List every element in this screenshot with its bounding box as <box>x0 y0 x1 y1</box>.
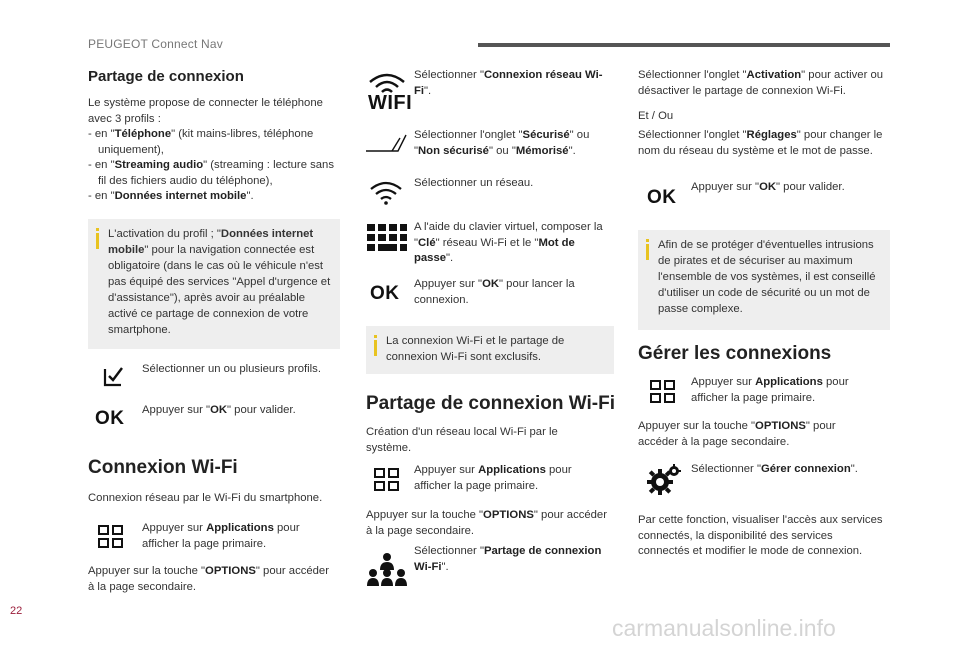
step-manage-connection: Sélectionner "Gérer connexion". <box>691 463 858 475</box>
section-title-hotspot: Partage de connexion Wi-Fi <box>366 393 615 414</box>
step-options: Appuyer sur la touche "OPTIONS" pour accéder à la page secondaire. <box>638 420 836 448</box>
ok-icon: OK <box>370 283 400 304</box>
info-icon-bar <box>96 233 99 249</box>
sharing-intro <box>88 96 343 205</box>
info-box-profile <box>88 219 340 349</box>
step-applications: Appuyer sur Applications pour afficher la page primaire. <box>691 376 849 404</box>
watermark: carmanualsonline.info <box>612 615 836 641</box>
step-options: Appuyer sur la touche "OPTIONS" pour accéder à la page secondaire. <box>88 565 329 593</box>
info-box-text: L'activation du profil ; "Données internet mobile" pour la navigation connectée est obligatoire (dans le cas où le véhicule n'est pas équipé des services "Appel d'urgence et d'assistance"), après avoir au préalable activé ce partage de connexion de votre smartphone. <box>108 228 331 336</box>
step-applications: Appuyer sur Applications pour afficher la page primaire. <box>414 464 572 492</box>
step-select-wifi-network: Sélectionner "Connexion réseau Wi-Fi". <box>414 69 603 97</box>
checkbox-select-icon <box>102 364 126 388</box>
step-enter-key: A l'aide du clavier virtuel, composer la "Clé" réseau Wi-Fi et le "Mot de passe". <box>414 221 603 264</box>
keyboard-icon <box>367 222 407 254</box>
wifi-logo-icon <box>366 72 413 114</box>
running-header: PEUGEOT Connect Nav <box>88 37 223 51</box>
applications-grid-icon <box>98 525 124 549</box>
wifi-intro: Connexion réseau par le Wi-Fi du smartphone. <box>88 492 323 504</box>
info-box-exclusive <box>366 326 614 374</box>
info-icon-dot <box>646 239 649 242</box>
header-rule <box>478 43 890 47</box>
page-number: 22 <box>10 605 23 617</box>
hotspot-intro: Création d'un réseau local Wi-Fi par le système. <box>366 426 558 454</box>
wifi-signal-icon <box>368 180 404 206</box>
ok-icon: OK <box>95 408 125 429</box>
step-applications: Appuyer sur Applications pour afficher la page primaire. <box>142 522 300 550</box>
step-select-profiles: Sélectionner un ou plusieurs profils. <box>142 363 321 375</box>
profile-list-item: - en "Streaming audio" (streaming : lecture sans fil des fichiers audio du téléphone), <box>88 159 334 187</box>
applications-grid-icon <box>650 380 676 404</box>
step-select-network: Sélectionner un réseau. <box>414 177 534 189</box>
info-icon-dot <box>96 228 99 231</box>
section-title-sharing: Partage de connexion <box>88 68 244 85</box>
tab-selector-icon <box>364 132 408 154</box>
step-activation-tab: Sélectionner l'onglet "Activation" pour activer ou désactiver le partage de connexion Wi-Fi. <box>638 69 884 97</box>
profile-list-item: - en "Téléphone" (kit mains-libres, téléphone uniquement), <box>88 128 314 156</box>
info-box-text: Afin de se protéger d'éventuelles intrusions de pirates et de sécuriser au maximum l'ensemble de vos systèmes, il est conseillé d'utiliser un code de sécurité ou un mot de passe complexe. <box>658 239 876 315</box>
sharing-intro-text: Le système propose de connecter le téléphone avec 3 profils : <box>88 97 323 125</box>
step-select-hotspot: Sélectionner "Partage de connexion Wi-Fi". <box>414 545 602 573</box>
gears-settings-icon <box>647 464 681 496</box>
info-icon-bar <box>374 340 377 356</box>
info-box-security <box>638 230 890 330</box>
step-ok-connect: Appuyer sur "OK" pour lancer la connexion. <box>414 278 575 306</box>
wifi-logo-label: WIFI <box>368 92 413 114</box>
info-box-text: La connexion Wi-Fi et le partage de connexion Wi-Fi sont exclusifs. <box>386 335 565 363</box>
and-or-text: Et / Ou <box>638 110 674 122</box>
applications-grid-icon <box>374 468 400 492</box>
section-title-wifi: Connexion Wi-Fi <box>88 457 238 478</box>
shared-users-icon <box>367 552 407 588</box>
step-select-tab: Sélectionner l'onglet "Sécurisé" ou "Non sécurisé" ou "Mémorisé". <box>414 129 590 157</box>
step-ok-validate: Appuyer sur "OK" pour valider. <box>691 181 845 193</box>
manage-description: Par cette fonction, visualiser l'accès aux services connectés, la disponibilité des services connectés et modifier le mode de connexion. <box>638 514 883 557</box>
info-icon-bar <box>646 244 649 260</box>
step-ok-validate: Appuyer sur "OK" pour valider. <box>142 404 296 416</box>
profile-list-item: - en "Données internet mobile". <box>88 190 254 202</box>
info-icon-dot <box>374 335 377 338</box>
step-settings-tab: Sélectionner l'onglet "Réglages" pour changer le nom du réseau du système et le mot de passe. <box>638 129 883 157</box>
ok-icon: OK <box>647 187 677 208</box>
step-options: Appuyer sur la touche "OPTIONS" pour accéder à la page secondaire. <box>366 509 607 537</box>
section-title-manage: Gérer les connexions <box>638 343 832 364</box>
